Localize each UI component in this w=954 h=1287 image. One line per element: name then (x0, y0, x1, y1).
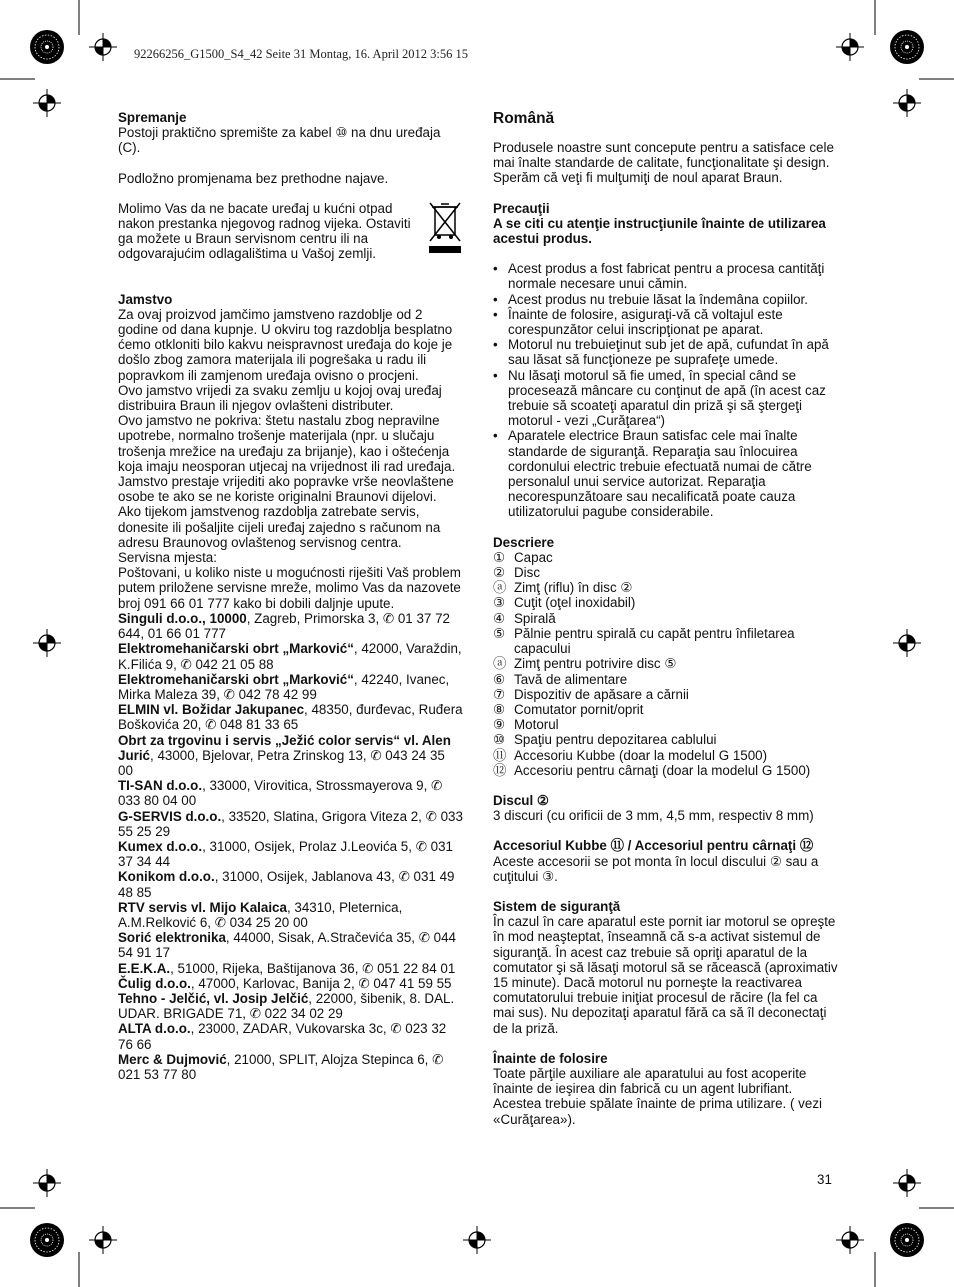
service-entry (118, 976, 463, 991)
description-number: ⓐ (493, 656, 507, 672)
precaution-item: • Înainte de folosire, asiguraţi-vă că voltajul este corespunzător celui inscripţionat pe aparat. (493, 307, 838, 337)
service-intro: Poštovani, u koliko niste u mogućnosti riješiti Vaš problem putem priložene servisne mreže, molimo Vas da nazovete broj 091 66 01 777 kako bi dobili daljnje upute. (118, 565, 461, 611)
crossed-bin-icon (427, 201, 463, 255)
description-text: Dispozitiv de apăsare a cărnii (514, 686, 689, 702)
service-details: , 42000, Varaždin, K.Filića 9, ✆ 042 21 05 88 (118, 641, 462, 672)
description-item (493, 702, 838, 717)
page-number: 31 (817, 1172, 832, 1187)
service-name: Elektromehaničarski obrt „Marković“ (118, 671, 354, 687)
disposal-block (118, 201, 463, 262)
description-number: ⑥ (493, 671, 506, 687)
description-item (493, 550, 838, 565)
description-number: ④ (493, 610, 506, 626)
description-item (493, 611, 838, 626)
service-name: ALTA d.o.o. (118, 1021, 191, 1037)
corner-star-bottom-left (30, 1223, 64, 1257)
precautions-subtitle: A se citi cu atenţie instrucţiunile înainte de utilizarea acestui produs. (493, 215, 826, 247)
precaution-item: • Motorul nu trebuieţinut sub jet de apă, cufundat în apă sau lăsat să funcţioneze pe suprafeţe umede. (493, 337, 838, 367)
service-entry (118, 1021, 463, 1051)
description-item (493, 763, 838, 778)
storage-title: Spremanje (118, 110, 187, 125)
service-entry (118, 611, 463, 641)
service-name: Kumex d.o.o. (118, 838, 203, 854)
precautions-title: Precauţii (493, 200, 550, 216)
service-details: , 47000, Karlovac, Banija 2, ✆ 047 41 59 55 (190, 975, 452, 991)
service-details: , 33520, Slatina, Grigora Viteza 2, ✆ 033 55 25 29 (118, 808, 463, 839)
description-text: Accesoriu Kubbe (doar la modelul G 1500) (514, 747, 768, 763)
precaution-item: • Aparatele electrice Braun satisfac cele mai înalte standarde de siguranţă. Reparaţia sau înlocuirea cordonului electric trebuie efectuată numai de către personalul unui service autorizat. Reparaţia necorespunzătoare sau necalificată poate cauza utilizatorului pagube considerabile. (493, 428, 838, 519)
description-item (493, 565, 838, 580)
right-column (493, 110, 838, 1127)
service-details: , 34310, Pleternica, A.M.Relković 6, ✆ 034 25 20 00 (118, 899, 403, 930)
before-use-title: Înainte de folosire (493, 1050, 608, 1066)
description-text: Zimţ pentru potrivire disc ⑤ (514, 656, 677, 672)
description-text: Capac (514, 549, 553, 565)
service-entry (118, 641, 463, 671)
description-number: ⑩ (493, 732, 506, 748)
service-entry (118, 930, 463, 960)
description-number: ② (493, 565, 506, 581)
service-name: Čulig d.o.o. (118, 975, 191, 991)
description-text: Comutator pornit/oprit (514, 701, 644, 717)
description-number: ⑦ (493, 686, 506, 702)
description-text: Pălnie pentru spirală cu capăt pentru înfiletarea capacului (514, 625, 795, 657)
safety-title: Sistem de siguranţă (493, 898, 621, 914)
description-number: ① (493, 549, 506, 565)
description-text: Cuţit (oţel inoxidabil) (514, 595, 636, 611)
service-entry (118, 778, 463, 808)
service-name: RTV servis vl. Mijo Kalaica (118, 899, 287, 915)
service-details: , 43000, Bjelovar, Petra Zrinskog 13, ✆ 043 24 35 00 (118, 747, 445, 778)
language-title: Română (493, 110, 555, 127)
corner-star-top-left (30, 30, 64, 64)
description-number: ⑨ (493, 717, 506, 733)
intro-text: Produsele noastre sunt concepute pentru a satisface cele mai înalte standarde de calitate, funcţionalitate şi design. Sperăm că veţi fi mulţumiţi de noul aparat Braun. (493, 140, 834, 186)
service-entry (118, 900, 463, 930)
service-name: E.E.K.A. (118, 960, 171, 976)
description-text: Spaţiu pentru depozitarea cablului (514, 732, 717, 748)
service-entry (118, 672, 463, 702)
service-details: , 31000, Osijek, Prolaz J.Leovića 5, ✆ 031 37 34 44 (118, 838, 453, 870)
corner-star-bottom-right (890, 1223, 924, 1257)
warranty-paragraph: Za ovaj proizvod jamčimo jamstveno razdoblje od 2 godine od dana kupnje. U okviru tog razdoblja besplatno ćemo otkloniti bilo kakvu neispravnost uređaja do koje je došlo zbog zamora materijala ili pogrešaka u radu ili popravkom ili zamjenom uređaja ovisno o procjeni. (118, 306, 453, 383)
service-details: , 21000, SPLIT, Alojza Stepinca 6, ✆ 021 53 77 80 (118, 1051, 444, 1082)
warranty-title: Jamstvo (118, 291, 173, 307)
service-name: Konikom d.o.o. (118, 869, 215, 885)
service-entry (118, 839, 463, 869)
storage-text: Postoji praktično spremište za kabel ⑩ na dnu uređaja (C). (118, 125, 441, 156)
warranty-paragraph: Ako tijekom jamstvenog razdoblja zatrebate servis, donesite ili pošaljite cijeli uređaj zajedno s računom na adresu Braunovog ovlaštenog servisnog centra. (118, 504, 441, 550)
description-text: Motorul (514, 717, 559, 733)
service-name: TI-SAN d.o.o. (118, 778, 203, 794)
disc-title: Discul ② (493, 792, 549, 808)
service-name: Sorić elektronika (118, 930, 226, 946)
description-number: ⑫ (493, 762, 507, 778)
description-text: Spirală (514, 610, 556, 626)
print-info-header: 92266256_G1500_S4_42 Seite 31 Montag, 16. April 2012 3:56 15 (134, 47, 469, 61)
service-label: Servisna mjesta: (118, 550, 217, 566)
description-number: ⑪ (493, 747, 507, 763)
precautions-list (493, 261, 838, 519)
service-name: Singuli d.o.o., 10000 (118, 610, 247, 626)
kubbe-text: Aceste accesorii se pot monta în locul discului ② sau a cuţitului ③. (493, 853, 819, 884)
service-entry (118, 1052, 463, 1082)
description-text: Tavă de alimentare (514, 671, 628, 687)
service-name: Merc & Dujmović (118, 1051, 227, 1067)
description-item (493, 672, 838, 687)
description-list (493, 550, 838, 778)
description-item (493, 717, 838, 732)
corner-star-top-right (890, 30, 924, 64)
service-name: Tehno - Jelčić, vl. Josip Jelčić (118, 990, 309, 1006)
service-details: , 48350, đurđevac, Ruđera Boškovića 20, ✆ 048 81 33 65 (118, 702, 463, 733)
safety-text: În cazul în care aparatul este pornit iar motorul se opreşte în mod neaşteptat, înseamnă că s-a activat sistemul de siguranţă. În acest caz trebuie să opriţi aparatul de la comutator şi să lăsaţi motorul să se răcească (aproximativ 15 minute). Dacă motorul nu porneşte la reactivarea comutatorului trebuie iniţiat procesul de răcire (la fel ca mai sus). Nu depozitaţi aparatul fără ca să îl deconectaţi de la priză. (493, 914, 838, 1036)
description-text: Accesoriu pentru cârnaţi (doar la modelul G 1500) (514, 762, 811, 778)
description-title: Descriere (493, 534, 555, 550)
description-item (493, 595, 838, 610)
description-item (493, 580, 838, 595)
description-item (493, 748, 838, 763)
description-item (493, 732, 838, 747)
service-entry (118, 961, 463, 976)
disposal-text: Molimo Vas da ne bacate uređaj u kućni otpad nakon prestanka njegovog radnog vijeka. Ostaviti ga možete u Braun servisnom centru ili na odgovarajućim odlagalištima u Vašoj zemlji. (118, 200, 411, 262)
description-number: ⑤ (493, 625, 506, 641)
description-item (493, 656, 838, 671)
service-list (118, 611, 463, 1082)
before-use-text: Toate părţile auxiliare ale aparatului au fost acoperite înainte de ieşirea din fabrică cu un agent lubrifiant. Acestea trebuie spălate înainte de prima utilizare. ( vezi «Curăţarea»). (493, 1065, 822, 1127)
change-notice: Podložno promjenama bez prethodne najave. (118, 170, 389, 186)
precaution-item: • Nu lăsaţi motorul să fie umed, în special când se procesează mâncare cu conţinut de apă (în acest caz trebuie să scoateţi aparatul din priză şi să ştergeţi motorul - vezi „Curăţarea“) (493, 368, 838, 429)
service-entry (118, 702, 463, 732)
disc-text: 3 discuri (cu orificii de 3 mm, 4,5 mm, respectiv 8 mm) (493, 808, 814, 824)
description-item (493, 687, 838, 702)
kubbe-title: Accesoriul Kubbe ⑪ / Accesoriul pentru cârnaţi ⑫ (493, 838, 814, 854)
service-entry (118, 869, 463, 899)
service-name: ELMIN vl. Božidar Jakupanec (118, 702, 305, 718)
service-details: , 42240, Ivanec, Mirka Maleza 39, ✆ 042 78 42 99 (118, 671, 450, 702)
description-item (493, 626, 838, 656)
service-name: G-SERVIS d.o.o. (118, 808, 222, 824)
service-details: , 51000, Rijeka, Baštijanova 36, ✆ 051 22 84 01 (170, 960, 456, 976)
precaution-item: • Acest produs nu trebuie lăsat la îndemâna copiilor. (493, 292, 838, 307)
warranty-paragraph: Ovo jamstvo ne pokriva: štetu nastalu zbog nepravilne upotrebe, normalno trošenje materijala (npr. u slučaju trošenja mrežice na uređaju za brijanje), kao i oštećenja koja imaju neosporan utjecaj na vrijednost ili rad uređaja. Jamstvo prestaje vrijediti ako popravke vrše neovlaštene osobe te ako se ne koriste originalni Braunovi dijelovi. (118, 413, 456, 505)
service-name: Elektromehaničarski obrt „Marković“ (118, 641, 354, 657)
warranty-paragraph: Ovo jamstvo vrijedi za svaku zemlju u kojoj ovaj uređaj distribuira Braun ili njegov ovlašteni distributer. (118, 382, 442, 414)
left-column (118, 110, 463, 1082)
description-text: Disc (514, 565, 541, 581)
precaution-item: • Acest produs a fost fabricat pentru a procesa cantităţi normale necesare unui cămin. (493, 261, 838, 291)
description-number: ⓐ (493, 580, 507, 596)
description-text: Zimţ (riflu) în disc ② (514, 580, 633, 596)
service-details: , 44000, Sisak, A.Stračevića 35, ✆ 044 54 91 17 (118, 930, 456, 961)
service-entry (118, 809, 463, 839)
service-entry (118, 991, 463, 1021)
service-name: Obrt za trgovinu i servis „Ježić color servis“ vl. Alen Jurić (118, 732, 451, 763)
description-number: ③ (493, 595, 506, 611)
service-details: , 22000, šibenik, 8. DAL. UDAR. BRIGADE 71, ✆ 022 34 02 29 (118, 990, 455, 1022)
service-details: , 33000, Virovitica, Strossmayerova 9, ✆ 033 80 04 00 (118, 778, 443, 809)
description-number: ⑧ (493, 701, 506, 717)
service-entry (118, 733, 463, 779)
service-details: , 31000, Osijek, Jablanova 43, ✆ 031 49 48 85 (118, 869, 455, 900)
service-details: , 23000, ZADAR, Vukovarska 3c, ✆ 023 32 76 66 (118, 1021, 447, 1052)
service-details: , Zagreb, Primorska 3, ✆ 01 37 72 644, 01 66 01 777 (118, 610, 450, 642)
